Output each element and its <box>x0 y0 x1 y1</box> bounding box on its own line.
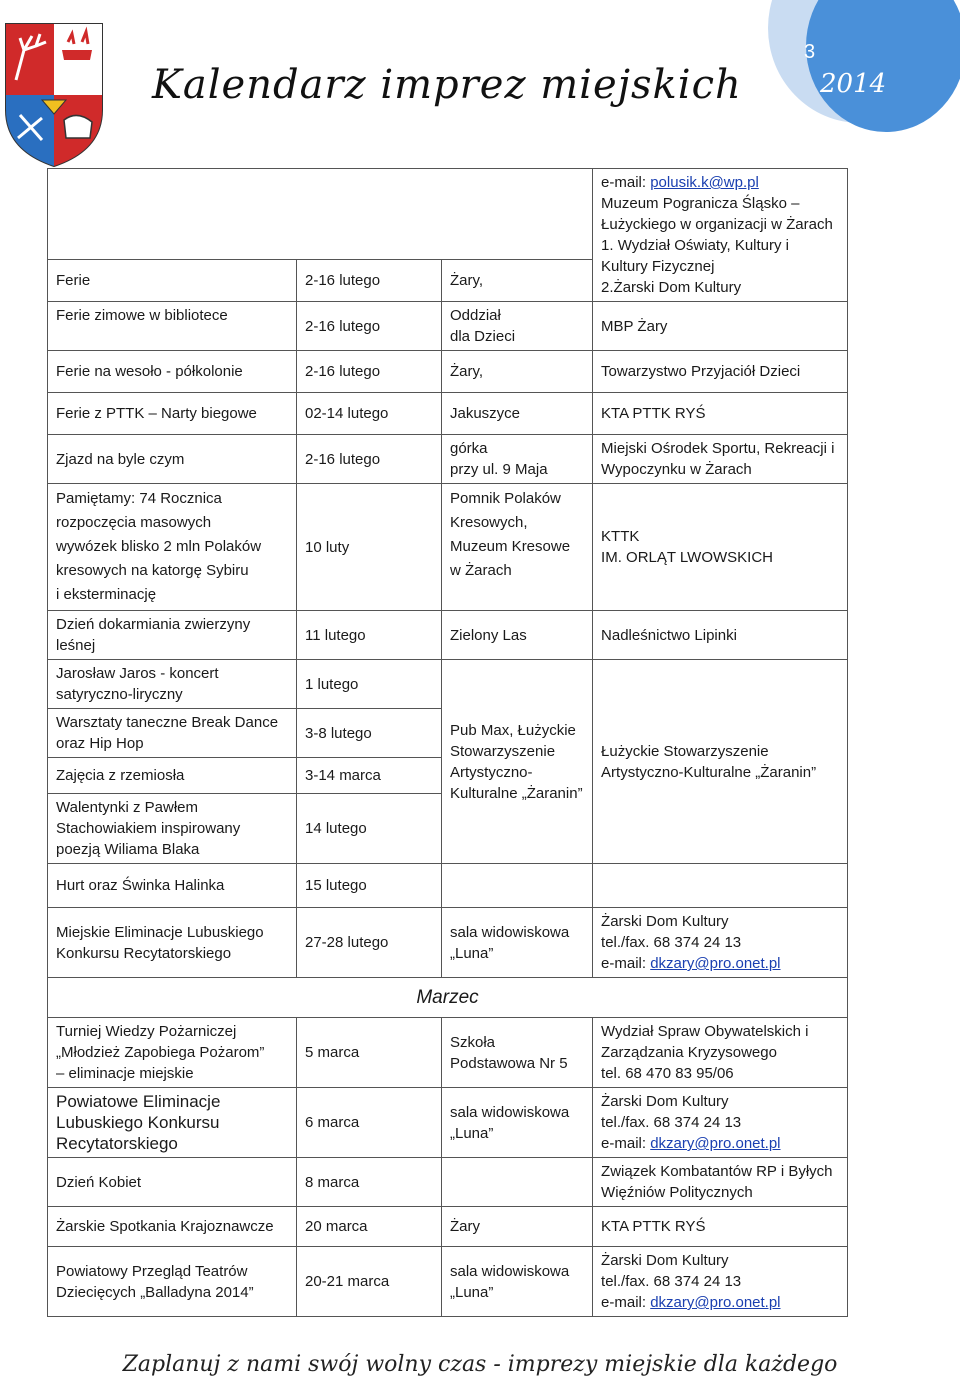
event-text: Turniej Wiedzy Pożarniczej <box>56 1023 237 1040</box>
place-cell: Żary <box>442 1207 593 1247</box>
event-cell: Dzień dokarmiania zwierzyny leśnej <box>48 611 297 660</box>
date-cell: 1 lutego <box>297 660 442 709</box>
organizer-cell <box>593 864 848 908</box>
page-footer: Zaplanuj z nami swój wolny czas - imprezy miejskie dla każdego <box>122 1352 838 1377</box>
event-text: Pamiętamy: 74 Rocznica <box>56 490 222 507</box>
event-text: rozpoczęcia masowych <box>56 514 212 531</box>
organizer-text: 2.Żarski Dom Kultury <box>601 279 742 296</box>
date-cell: 3-8 lutego <box>297 709 442 758</box>
place-cell: Zielony Las <box>442 611 593 660</box>
place-cell <box>442 1158 593 1207</box>
date-cell: 14 lutego <box>297 794 442 864</box>
event-cell <box>48 1018 297 1088</box>
organizer-cell: KTA PTTK RYŚ <box>593 393 848 435</box>
organizer-text: Żarski Dom Kultury <box>601 913 729 930</box>
page-number: 3 <box>804 41 816 63</box>
table-row <box>48 1158 848 1207</box>
place-cell: Żary, <box>442 260 593 302</box>
date-cell: 11 lutego <box>297 611 442 660</box>
organizer-phone: tel./fax. 68 374 24 13 <box>601 1114 742 1131</box>
date-cell: 3-14 marca <box>297 758 442 794</box>
event-cell: Powiatowe Eliminacje Lubuskiego Konkursu Recytatorskiego <box>48 1088 297 1158</box>
place-text: przy ul. 9 Maja <box>450 461 548 478</box>
table-row <box>48 1088 848 1158</box>
date-cell: 10 luty <box>297 484 442 611</box>
event-cell: Miejskie Eliminacje Lubuskiego Konkursu Recytatorskiego <box>48 908 297 978</box>
table-row <box>48 484 848 611</box>
place-cell <box>442 435 593 484</box>
event-cell: Zjazd na byle czym <box>48 435 297 484</box>
event-cell: Dzień Kobiet <box>48 1158 297 1207</box>
table-row <box>48 351 848 393</box>
date-cell: 20 marca <box>297 1207 442 1247</box>
table-row <box>48 1018 848 1088</box>
organizer-cell <box>593 1247 848 1317</box>
coat-of-arms-icon <box>2 20 106 170</box>
date-cell: 5 marca <box>297 1018 442 1088</box>
organizer-cell: Miejski Ośrodek Sportu, Rekreacji i Wypoczynku w Żarach <box>593 435 848 484</box>
event-text: „Młodzież Zapobiega Pożarom” <box>56 1044 265 1061</box>
event-cell: Zajęcia z rzemiosła <box>48 758 297 794</box>
organizer-cell: Towarzystwo Przyjaciół Dzieci <box>593 351 848 393</box>
email-link[interactable]: dkzary@pro.onet.pl <box>650 1294 781 1311</box>
empty-cell <box>48 169 593 260</box>
organizer-text: IM. ORLĄT LWOWSKICH <box>601 549 773 566</box>
event-cell: Ferie <box>48 260 297 302</box>
organizer-text: Żarski Dom Kultury <box>601 1093 729 1110</box>
organizer-text: Muzeum Pogranicza Śląsko – Łużyckiego w organizacji w Żarach <box>601 195 833 233</box>
email-link[interactable]: dkzary@pro.onet.pl <box>650 1135 781 1152</box>
organizer-text: 1. Wydział Oświaty, Kultury i Kultury Fizycznej <box>601 237 789 275</box>
event-cell: Powiatowy Przegląd Teatrów Dziecięcych „Balladyna 2014” <box>48 1247 297 1317</box>
place-text: dla Dzieci <box>450 328 516 345</box>
place-text: w Żarach <box>450 562 512 579</box>
place-text: Pomnik Polaków <box>450 490 561 507</box>
event-cell: Ferie z PTTK – Narty biegowe <box>48 393 297 435</box>
organizer-cell: Łużyckie Stowarzyszenie Artystyczno-Kulturalne „Żaranin” <box>593 660 848 864</box>
event-text: i eksterminację <box>56 586 157 603</box>
event-text: – eliminacje miejskie <box>56 1065 194 1082</box>
email-label: e-mail: <box>601 1294 651 1311</box>
table-row <box>48 435 848 484</box>
place-cell: Żary, <box>442 351 593 393</box>
event-cell <box>48 484 297 611</box>
date-cell: 2-16 lutego <box>297 302 442 351</box>
place-cell: sala widowiskowa „Luna” <box>442 1088 593 1158</box>
date-cell: 8 marca <box>297 1158 442 1207</box>
organizer-text: Żarski Dom Kultury <box>601 1252 729 1269</box>
email-label: e-mail: <box>601 1135 651 1152</box>
event-cell: Walentynki z Pawłem Stachowiakiem inspirowany poezją Wiliama Blaka <box>48 794 297 864</box>
table-row <box>48 393 848 435</box>
email-label: e-mail: <box>601 174 651 191</box>
page-title: Kalendarz imprez miejskich <box>152 62 742 108</box>
table-row <box>48 169 848 260</box>
organizer-cell: Związek Kombatantów RP i Byłych Więźniów Politycznych <box>593 1158 848 1207</box>
place-cell <box>442 864 593 908</box>
event-cell: Żarskie Spotkania Krajoznawcze <box>48 1207 297 1247</box>
place-cell <box>442 484 593 611</box>
date-cell: 02-14 lutego <box>297 393 442 435</box>
event-text: kresowych na katorgę Sybiru <box>56 562 249 579</box>
organizer-cell <box>593 1088 848 1158</box>
organizer-cell: MBP Żary <box>593 302 848 351</box>
table-row <box>48 302 848 351</box>
place-cell: sala widowiskowa „Luna” <box>442 1247 593 1317</box>
event-cell: Hurt oraz Świnka Halinka <box>48 864 297 908</box>
organizer-cell: Nadleśnictwo Lipinki <box>593 611 848 660</box>
event-text: wywózek blisko 2 mln Polaków <box>56 538 262 555</box>
organizer-phone: tel. 68 470 83 95/06 <box>601 1065 734 1082</box>
email-label: e-mail: <box>601 955 651 972</box>
place-cell: Szkoła Podstawowa Nr 5 <box>442 1018 593 1088</box>
place-cell: Pub Max, Łużyckie Stowarzyszenie Artystyczno-Kulturalne „Żaranin” <box>442 660 593 864</box>
organizer-phone: tel./fax. 68 374 24 13 <box>601 934 742 951</box>
table-row <box>48 1207 848 1247</box>
table-row <box>48 611 848 660</box>
table-row <box>48 978 848 1018</box>
place-cell: sala widowiskowa „Luna” <box>442 908 593 978</box>
table-row <box>48 660 848 709</box>
email-link[interactable]: dkzary@pro.onet.pl <box>650 955 781 972</box>
event-cell: Jarosław Jaros - koncert satyryczno-liryczny <box>48 660 297 709</box>
date-cell: 6 marca <box>297 1088 442 1158</box>
date-cell: 2-16 lutego <box>297 351 442 393</box>
organizer-cell <box>593 1018 848 1088</box>
events-table <box>47 168 848 1317</box>
organizer-text: Wydział Spraw Obywatelskich i Zarządzania Kryzysowego <box>601 1023 809 1061</box>
place-text: Muzeum Kresowe <box>450 538 571 555</box>
organizer-cell: KTA PTTK RYŚ <box>593 1207 848 1247</box>
table-row <box>48 908 848 978</box>
section-heading-march: Marzec <box>48 978 848 1018</box>
date-cell: 2-16 lutego <box>297 435 442 484</box>
place-cell: Jakuszyce <box>442 393 593 435</box>
page-corner-decoration <box>740 0 960 140</box>
organizer-cell <box>593 908 848 978</box>
place-cell <box>442 302 593 351</box>
date-cell: 2-16 lutego <box>297 260 442 302</box>
place-text: Oddział <box>450 307 501 324</box>
organizer-phone: tel./fax. 68 374 24 13 <box>601 1273 742 1290</box>
table-row <box>48 1247 848 1317</box>
date-cell: 27-28 lutego <box>297 908 442 978</box>
page-year: 2014 <box>820 69 887 99</box>
email-link[interactable]: polusik.k@wp.pl <box>650 174 759 191</box>
table-row <box>48 864 848 908</box>
organizer-cell <box>593 484 848 611</box>
place-text: Kresowych, <box>450 514 528 531</box>
place-text: górka <box>450 440 488 457</box>
date-cell: 20-21 marca <box>297 1247 442 1317</box>
event-cell: Ferie na wesoło - półkolonie <box>48 351 297 393</box>
organizer-text: KTTK <box>601 528 640 545</box>
event-cell: Warsztaty taneczne Break Dance oraz Hip Hop <box>48 709 297 758</box>
event-cell: Ferie zimowe w bibliotece <box>48 302 297 351</box>
organizer-cell <box>593 169 848 302</box>
date-cell: 15 lutego <box>297 864 442 908</box>
